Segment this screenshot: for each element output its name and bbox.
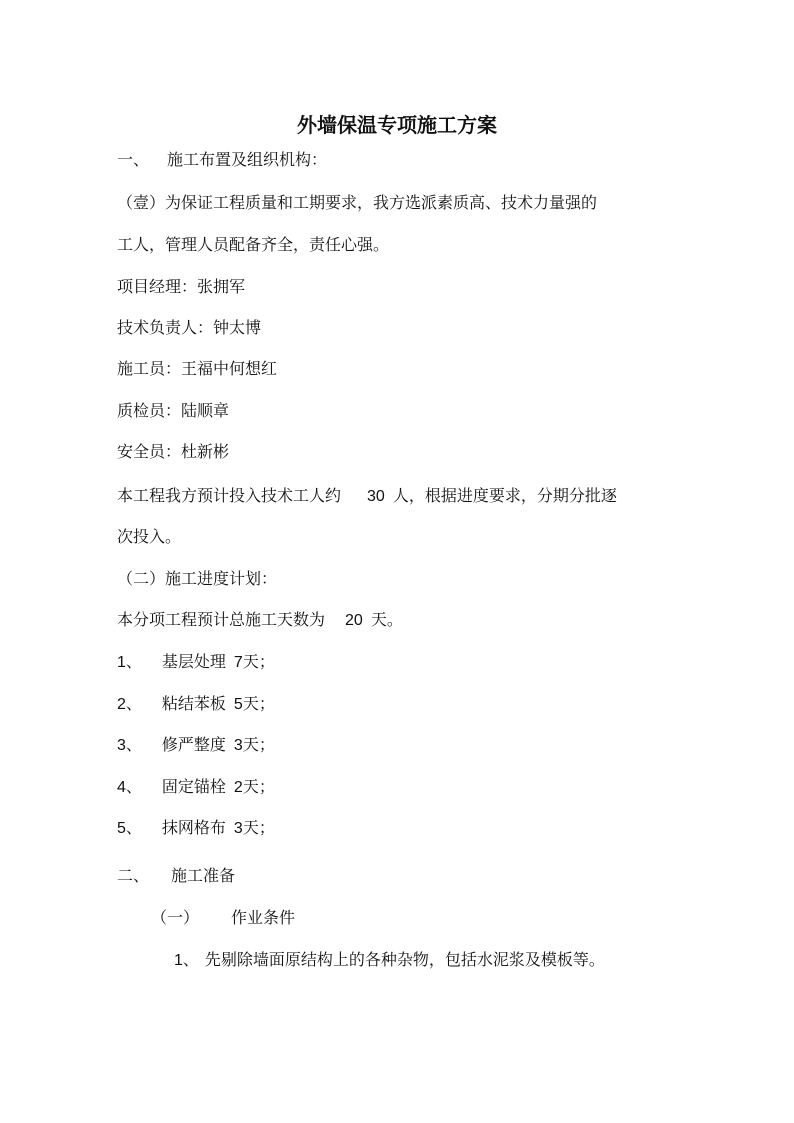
section-2-heading [117,866,235,886]
schedule-item-unit: 天； [242,735,275,754]
subsection-number: （一） [151,908,200,927]
schedule-item-task: 抹网格布 [161,818,226,837]
schedule-item [117,652,275,673]
schedule-item [117,777,275,798]
staff-role: 技术负责人： [117,318,214,337]
section-2-number: 二、 [117,866,150,885]
staff-technical-lead [117,318,261,338]
schedule-item-unit: 天； [242,694,275,713]
staff-safety-officer [117,442,229,462]
staff-name: 钟太博 [213,318,262,337]
section-1-number: 一、 [117,150,150,169]
staff-name: 杜新彬 [181,442,230,461]
workers-line-1 [117,486,617,507]
schedule-item-number: 4、 [117,779,142,796]
schedule-item-number: 2、 [117,696,142,713]
subsection-heading [151,908,295,928]
schedule-item-task: 粘结苯板 [161,694,226,713]
section-1-title: 施工布置及组织机构： [167,150,328,169]
workers-text-after: 人，根据进度要求，分期分批逐 [392,486,617,505]
schedule-item-number: 1、 [117,654,142,671]
schedule-item-days: 5 [233,696,243,713]
workers-text-before: 本工程我方预计投入技术工人约 [117,486,342,505]
paragraph-1-line-2: 工人，管理人员配备齐全，责任心强。 [117,235,390,254]
workers-line-2: 次投入。 [117,527,182,546]
schedule-item-days: 2 [233,779,243,796]
schedule-item-unit: 天； [242,652,275,671]
schedule-item-task: 固定锚栓 [161,777,226,796]
schedule-total-unit: 天。 [370,610,403,629]
staff-role: 安全员： [117,442,182,461]
schedule-item-task: 基层处理 [161,652,226,671]
staff-quality-inspector [117,401,229,421]
schedule-total-text: 本分项工程预计总施工天数为 [117,610,326,629]
schedule-item-number: 3、 [117,737,142,754]
document-title: 外墙保温专项施工方案 [297,113,497,137]
section-2-title: 施工准备 [171,866,236,885]
section-1-heading [117,150,327,170]
staff-name: 张拥军 [197,277,246,296]
staff-name: 王福中何想红 [181,359,278,378]
schedule-item [117,694,275,715]
schedule-item-number: 5、 [117,820,142,837]
schedule-item-task: 修严整度 [161,735,226,754]
staff-project-manager [117,277,245,297]
schedule-item-days: 3 [233,820,243,837]
staff-construction-worker [117,359,277,379]
paragraph-1-line-1: （壹）为保证工程质量和工期要求，我方选派素质高、技术力量强的 [117,193,598,212]
staff-role: 项目经理： [117,277,198,296]
schedule-item [117,818,275,839]
staff-role: 质检员： [117,401,182,420]
prep-item-number: 1、 [174,952,199,969]
prep-item-text: 先剔除墙面原结构上的各种杂物，包括水泥浆及模板等。 [204,950,605,969]
schedule-heading: （二）施工进度计划： [117,569,278,588]
schedule-total [117,610,403,631]
staff-role: 施工员： [117,359,182,378]
prep-item-1 [174,950,605,971]
subsection-title: 作业条件 [231,908,296,927]
schedule-item-unit: 天； [242,818,275,837]
workers-count: 30 [367,488,385,505]
staff-name: 陆顺章 [181,401,230,420]
schedule-item-days: 3 [233,737,243,754]
schedule-item-unit: 天； [242,777,275,796]
schedule-item-days: 7 [233,654,243,671]
schedule-total-days: 20 [345,612,363,629]
schedule-item [117,735,275,756]
